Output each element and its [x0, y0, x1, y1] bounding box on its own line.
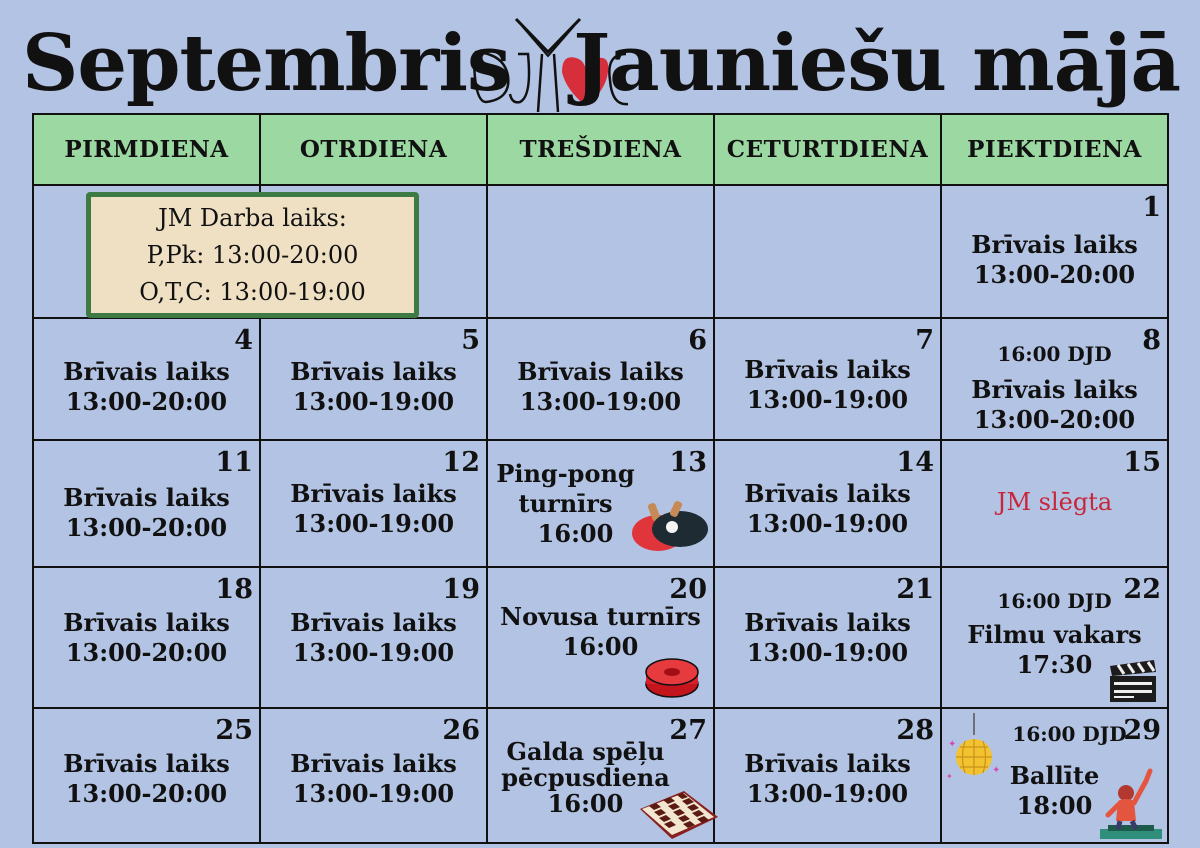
notice-line: O,T,C: 13:00-19:00	[139, 277, 366, 306]
event-hours: 13:00-19:00	[292, 638, 455, 667]
event-time: 16:00	[562, 632, 639, 661]
day-number: 8	[1142, 325, 1161, 356]
title-month: Septembris	[22, 18, 510, 109]
day-number: 12	[442, 447, 480, 478]
event-hours: 13:00-19:00	[292, 509, 455, 538]
event-title: Ping-pong	[496, 459, 635, 488]
event-label: Brīvais laiks	[63, 749, 230, 778]
notice-line: P,Pk: 13:00-20:00	[146, 240, 359, 269]
event-title: Novusa turnīrs	[500, 602, 701, 631]
event-label: Brīvais laiks	[744, 355, 911, 384]
event-hours: 13:00-20:00	[65, 638, 228, 667]
day-number: 5	[461, 325, 480, 356]
day-number: 22	[1123, 574, 1161, 605]
event-hours: 13:00-19:00	[292, 387, 455, 416]
event-label: Brīvais laiks	[290, 608, 457, 637]
svg-text:✦: ✦	[948, 739, 957, 750]
day-cell-11	[34, 441, 261, 568]
event-hours: 13:00-19:00	[746, 509, 909, 538]
day-number: 4	[234, 325, 253, 356]
djd-time: 16:00 DJD	[1012, 722, 1127, 746]
event-label: Brīvais laiks	[290, 357, 457, 386]
day-number: 15	[1123, 447, 1161, 478]
header-wednesday: TREŠDIENA	[488, 115, 715, 186]
closed-notice: JM slēgta	[996, 488, 1113, 516]
svg-text:✦: ✦	[992, 765, 1001, 776]
event-hours: 13:00-19:00	[519, 387, 682, 416]
empty-cell	[488, 186, 715, 319]
day-cell-28	[715, 709, 942, 842]
pingpong-paddles-icon	[628, 499, 712, 555]
event-label: Brīvais laiks	[744, 608, 911, 637]
title-place: Jauniešu mājā	[573, 18, 1180, 109]
event-label: Brīvais laiks	[63, 483, 230, 512]
header-tuesday: OTRDIENA	[261, 115, 488, 186]
event-hours: 13:00-20:00	[973, 260, 1136, 289]
event-hours: 13:00-19:00	[746, 638, 909, 667]
day-cell-14	[715, 441, 942, 568]
event-time: 16:00	[547, 789, 624, 818]
event-title: Galda spēļu	[506, 737, 665, 766]
event-label: Brīvais laiks	[517, 357, 684, 386]
event-hours: 13:00-19:00	[746, 385, 909, 414]
day-cell-26	[261, 709, 488, 842]
event-title: pēcpusdiena	[501, 763, 670, 792]
day-number: 6	[688, 325, 707, 356]
day-number: 18	[215, 574, 253, 605]
day-number: 21	[896, 574, 934, 605]
header-thursday: CETURTDIENA	[715, 115, 942, 186]
event-time: 16:00	[537, 519, 614, 548]
day-cell-18	[34, 568, 261, 709]
event-label: Brīvais laiks	[290, 479, 457, 508]
event-label: Brīvais laiks	[63, 357, 230, 386]
day-number: 11	[215, 447, 253, 478]
event-label: Brīvais laiks	[744, 749, 911, 778]
day-cell-19	[261, 568, 488, 709]
day-cell-25	[34, 709, 261, 842]
day-cell-1	[942, 186, 1167, 319]
notice-title: JM Darba laiks:	[158, 203, 347, 232]
clapperboard-icon	[1108, 660, 1158, 704]
day-cell-29	[942, 709, 1167, 842]
event-hours: 13:00-20:00	[65, 779, 228, 808]
day-number: 27	[669, 715, 707, 746]
event-title: Filmu vakars	[967, 620, 1142, 649]
day-cell-8	[942, 319, 1167, 441]
day-cell-27	[488, 709, 715, 842]
event-hours: 13:00-20:00	[973, 405, 1136, 434]
day-number: 26	[442, 715, 480, 746]
day-cell-12	[261, 441, 488, 568]
calendar-title	[0, 14, 1200, 114]
day-number: 19	[442, 574, 480, 605]
event-label: Brīvais laiks	[63, 608, 230, 637]
day-number: 14	[896, 447, 934, 478]
day-cell-4	[34, 319, 261, 441]
event-label: Brīvais laiks	[290, 749, 457, 778]
day-cell-7	[715, 319, 942, 441]
day-cell-15	[942, 441, 1167, 568]
day-number: 29	[1123, 715, 1161, 746]
novuss-puck-icon	[644, 654, 700, 700]
event-hours: 13:00-20:00	[65, 513, 228, 542]
event-label: Brīvais laiks	[744, 479, 911, 508]
event-time: 18:00	[1016, 791, 1093, 820]
header-monday: PIRMDIENA	[34, 115, 261, 186]
day-number: 20	[669, 574, 707, 605]
event-time: 17:30	[1016, 650, 1093, 679]
event-hours: 13:00-20:00	[65, 387, 228, 416]
disco-ball-icon	[946, 713, 1004, 785]
day-cell-21	[715, 568, 942, 709]
working-hours-notice	[86, 192, 419, 318]
day-cell-6	[488, 319, 715, 441]
day-number: 7	[915, 325, 934, 356]
chessboard-icon	[636, 787, 720, 843]
day-number: 13	[669, 447, 707, 478]
svg-text:✦: ✦	[946, 772, 953, 781]
dancer-icon	[1096, 767, 1166, 841]
djd-time: 16:00 DJD	[997, 589, 1112, 613]
empty-cell	[715, 186, 942, 319]
day-number: 28	[896, 715, 934, 746]
header-friday: PIEKTDIENA	[942, 115, 1167, 186]
event-hours: 13:00-19:00	[746, 779, 909, 808]
event-label: Brīvais laiks	[971, 375, 1138, 404]
djd-time: 16:00 DJD	[997, 342, 1112, 366]
day-cell-5	[261, 319, 488, 441]
day-cell-13	[488, 441, 715, 568]
day-number: 1	[1142, 192, 1161, 223]
day-number: 25	[215, 715, 253, 746]
event-label: Brīvais laiks	[971, 230, 1138, 259]
day-cell-20	[488, 568, 715, 709]
event-title: Ballīte	[1009, 761, 1100, 790]
day-cell-22	[942, 568, 1167, 709]
event-hours: 13:00-19:00	[292, 779, 455, 808]
event-title: turnīrs	[518, 489, 613, 518]
